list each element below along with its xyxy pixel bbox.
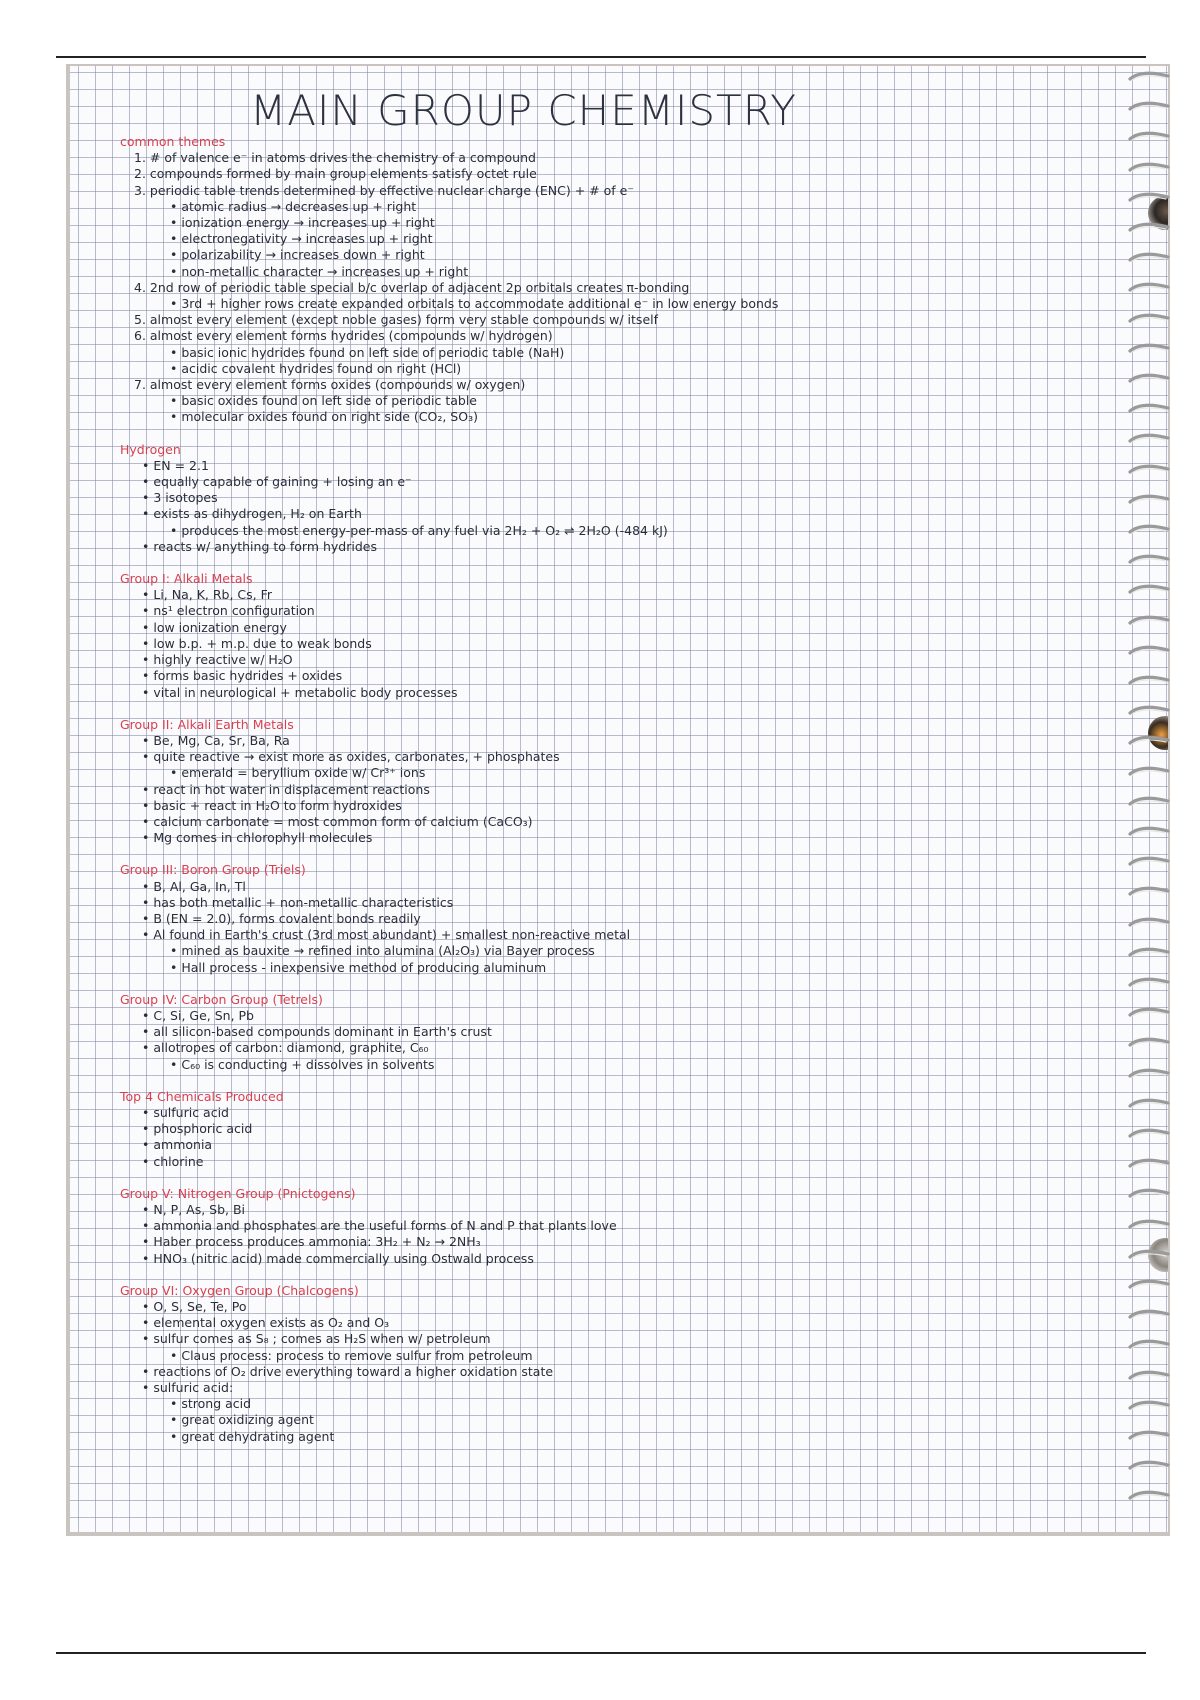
note-line: • ns¹ electron configuration — [120, 603, 1020, 619]
note-line: • highly reactive w/ H₂O — [120, 652, 1020, 668]
note-line: • sulfuric acid: — [120, 1380, 1020, 1396]
spiral-coil — [1128, 1187, 1172, 1201]
section-heading: Group I: Alkali Metals — [120, 571, 253, 587]
note-line: • sulfuric acid — [120, 1105, 1020, 1121]
spiral-coil — [1128, 1399, 1172, 1413]
spiral-coil — [1128, 432, 1172, 446]
spiral-coil — [1128, 1369, 1172, 1383]
section-heading: Group IV: Carbon Group (Tetrels) — [120, 991, 323, 1007]
note-line: • basic + react in H₂O to form hydroxides — [120, 798, 1020, 814]
spiral-coil — [1128, 463, 1172, 477]
page-bottom-rule — [56, 1652, 1146, 1654]
note-line: • produces the most energy-per-mass of any fuel via 2H₂ + O₂ ⇌ 2H₂O (-484 kJ) — [120, 523, 1020, 539]
note-line: • atomic radius → decreases up + right — [120, 199, 1020, 215]
note-line: • polarizability → increases down + right — [120, 247, 1020, 263]
spiral-coil — [1128, 1006, 1172, 1020]
note-line: • low b.p. + m.p. due to weak bonds — [120, 636, 1020, 652]
note-line: • great dehydrating agent — [120, 1429, 1020, 1445]
spiral-coil — [1128, 523, 1172, 537]
page-top-rule — [56, 56, 1146, 58]
spiral-coil — [1128, 614, 1172, 628]
note-line: • equally capable of gaining + losing an e⁻ — [120, 474, 1020, 490]
spiral-coil — [1128, 1067, 1172, 1081]
notebook-sheet — [70, 66, 1168, 1532]
spiral-coil — [1128, 1489, 1172, 1503]
note-line: • non-metallic character → increases up + right — [120, 264, 1020, 280]
note-line: • emerald = beryllium oxide w/ Cr³⁺ ions — [120, 765, 1020, 781]
note-line: • Li, Na, K, Rb, Cs, Fr — [120, 587, 1020, 603]
note-line: • calcium carbonate = most common form of calcium (CaCO₃) — [120, 814, 1020, 830]
note-line: • vital in neurological + metabolic body processes — [120, 685, 1020, 701]
section-heading: Group VI: Oxygen Group (Chalcogens) — [120, 1282, 359, 1298]
note-line: • great oxidizing agent — [120, 1412, 1020, 1428]
note-line: • C, Si, Ge, Sn, Pb — [120, 1008, 1020, 1024]
note-line: • mined as bauxite → refined into alumina (Al₂O₃) via Bayer process — [120, 943, 1020, 959]
note-line: 4. 2nd row of periodic table special b/c overlap of adjacent 2p orbitals creates π-bonding — [134, 279, 690, 295]
spiral-coil — [1128, 825, 1172, 839]
spiral-coil — [1128, 583, 1172, 597]
spiral-coil — [1128, 372, 1172, 386]
spiral-coil — [1128, 1308, 1172, 1322]
note-line: • acidic covalent hydrides found on right (HCl) — [120, 361, 1020, 377]
note-line: • ammonia — [120, 1137, 1020, 1153]
note-line: • low ionization energy — [120, 620, 1020, 636]
spiral-coil — [1128, 1036, 1172, 1050]
spiral-coil — [1128, 1127, 1172, 1141]
note-line: • Mg comes in chlorophyll molecules — [120, 830, 1020, 846]
note-line: • strong acid — [120, 1396, 1020, 1412]
note-line: • react in hot water in displacement reactions — [120, 782, 1020, 798]
note-line: 5. almost every element (except noble gases) form very stable compounds w/ itself — [134, 312, 659, 328]
note-line: • B, Al, Ga, In, Tl — [120, 879, 1020, 895]
spiral-coil — [1128, 1097, 1172, 1111]
spiral-coil — [1128, 281, 1172, 295]
spiral-coil — [1128, 765, 1172, 779]
note-line: • EN = 2.1 — [120, 458, 1020, 474]
notes-content — [120, 88, 1020, 1445]
spiral-coil — [1128, 644, 1172, 658]
note-line: • molecular oxides found on right side (CO₂, SO₃) — [120, 409, 1020, 425]
spiral-coil — [1128, 916, 1172, 930]
spiral-coil — [1128, 1278, 1172, 1292]
spiral-coil — [1128, 1338, 1172, 1352]
sections-container — [120, 134, 1020, 1445]
note-line: • sulfur comes as S₈ ; comes as H₂S when w/ petroleum — [120, 1331, 1020, 1347]
spiral-coil — [1128, 795, 1172, 809]
note-line: • Haber process produces ammonia: 3H₂ + N₂ → 2NH₃ — [120, 1234, 1020, 1250]
note-line: 6. almost every element forms hydrides (compounds w/ hydrogen) — [134, 328, 553, 344]
note-line: • 3rd + higher rows create expanded orbitals to accommodate additional e⁻ in low energy bonds — [120, 296, 1020, 312]
note-line: • basic oxides found on left side of periodic table — [120, 393, 1020, 409]
section-heading: common themes — [120, 134, 226, 149]
note-line: • has both metallic + non-metallic characteristics — [120, 895, 1020, 911]
spiral-coil — [1128, 493, 1172, 507]
spiral-coil — [1128, 130, 1172, 144]
spiral-coil — [1128, 1459, 1172, 1473]
note-line: • Al found in Earth's crust (3rd most abundant) + smallest non-reactive metal — [120, 927, 1020, 943]
note-line: • 3 isotopes — [120, 490, 1020, 506]
note-line: • C₆₀ is conducting + dissolves in solvents — [120, 1057, 1020, 1073]
spiral-coil — [1128, 855, 1172, 869]
note-line: • N, P, As, Sb, Bi — [120, 1202, 1020, 1218]
note-line: • exists as dihydrogen, H₂ on Earth — [120, 506, 1020, 522]
spiral-coil — [1128, 312, 1172, 326]
spiral-coil — [1128, 1218, 1172, 1232]
note-line: • reactions of O₂ drive everything toward a higher oxidation state — [120, 1364, 1020, 1380]
note-line: 1. # of valence e⁻ in atoms drives the chemistry of a compound — [134, 150, 536, 166]
note-line: • basic ionic hydrides found on left side of periodic table (NaH) — [120, 345, 1020, 361]
spiral-coil — [1128, 734, 1172, 748]
note-line: • chlorine — [120, 1154, 1020, 1170]
spiral-coil — [1128, 885, 1172, 899]
spiral-coil — [1128, 704, 1172, 718]
section-heading: Group III: Boron Group (Triels) — [120, 862, 306, 878]
spiral-coil — [1128, 1157, 1172, 1171]
note-line: • reacts w/ anything to form hydrides — [120, 539, 1020, 555]
note-line: • all silicon-based compounds dominant in Earth's crust — [120, 1024, 1020, 1040]
note-line: • Be, Mg, Ca, Sr, Ba, Ra — [120, 733, 1020, 749]
note-line: • forms basic hydrides + oxides — [120, 668, 1020, 684]
note-line: • phosphoric acid — [120, 1121, 1020, 1137]
note-line: • HNO₃ (nitric acid) made commercially using Ostwald process — [120, 1251, 1020, 1267]
spiral-coil — [1128, 674, 1172, 688]
spiral-coil — [1128, 1429, 1172, 1443]
spiral-binding — [1128, 70, 1184, 1520]
section-heading: Hydrogen — [120, 441, 181, 457]
note-line: 3. periodic table trends determined by effective nuclear charge (ENC) + # of e⁻ — [134, 182, 634, 198]
section-heading: Top 4 Chemicals Produced — [120, 1088, 284, 1104]
spiral-coil — [1128, 191, 1172, 205]
spiral-coil — [1128, 946, 1172, 960]
spiral-coil — [1128, 251, 1172, 265]
note-line: 2. compounds formed by main group elements satisfy octet rule — [134, 166, 537, 182]
note-line: • ionization energy → increases up + right — [120, 215, 1020, 231]
note-line: • O, S, Se, Te, Po — [120, 1299, 1020, 1315]
note-line: 7. almost every element forms oxides (compounds w/ oxygen) — [134, 377, 526, 393]
note-line: • Hall process - inexpensive method of producing aluminum — [120, 960, 1020, 976]
spiral-coil — [1128, 342, 1172, 356]
spiral-coil — [1128, 161, 1172, 175]
spiral-coil — [1128, 70, 1172, 84]
note-line: • ammonia and phosphates are the useful forms of N and P that plants love — [120, 1218, 1020, 1234]
section-heading: Group V: Nitrogen Group (Pnictogens) — [120, 1185, 356, 1201]
note-line: • electronegativity → increases up + right — [120, 231, 1020, 247]
spiral-coil — [1128, 553, 1172, 567]
note-line: • quite reactive → exist more as oxides, carbonates, + phosphates — [120, 749, 1020, 765]
page-title: MAIN GROUP CHEMISTRY — [250, 86, 797, 135]
spiral-coil — [1128, 221, 1172, 235]
spiral-coil — [1128, 402, 1172, 416]
spiral-coil — [1128, 100, 1172, 114]
note-line: • elemental oxygen exists as O₂ and O₃ — [120, 1315, 1020, 1331]
section-heading: Group II: Alkali Earth Metals — [120, 716, 294, 732]
note-line: • Claus process: process to remove sulfur from petroleum — [120, 1348, 1020, 1364]
spiral-coil — [1128, 976, 1172, 990]
note-line: • B (EN = 2.0), forms covalent bonds readily — [120, 911, 1020, 927]
spiral-coil — [1128, 1248, 1172, 1262]
note-line: • allotropes of carbon: diamond, graphite, C₆₀ — [120, 1040, 1020, 1056]
